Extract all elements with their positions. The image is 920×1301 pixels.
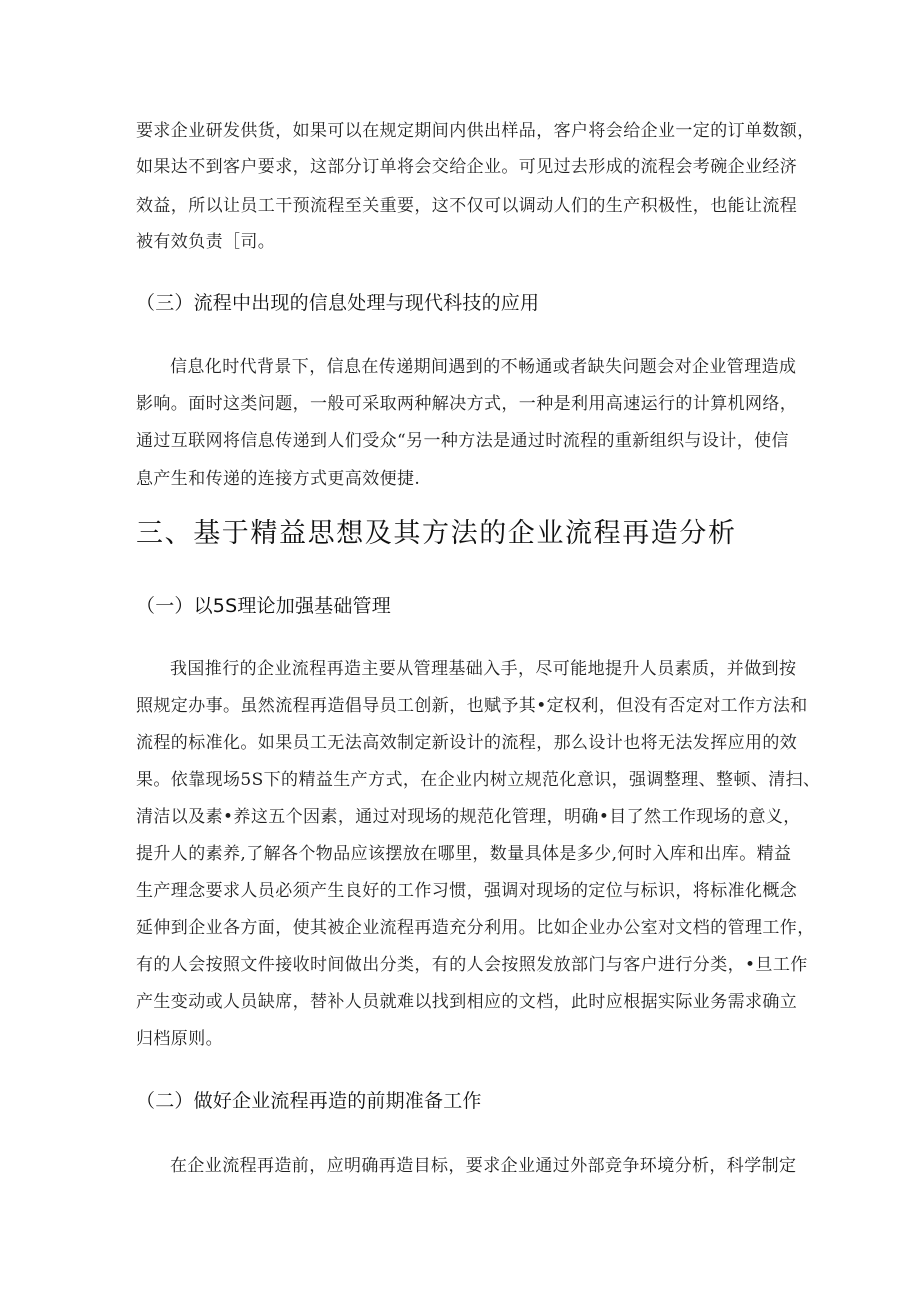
paragraph-line: 息产生和传递的连接方式更高效便捷. [136, 469, 421, 489]
paragraph-line: 影响。面时这类问题，一般可采取两种解决方式，一种是利用高速运行的计算机网络， [136, 394, 798, 414]
section-title: 三、基于精益思想及其方法的企业流程再造分析 [136, 518, 737, 549]
paragraph-line: 被有效负责［司。 [136, 232, 276, 252]
paragraph-line: 清洁以及素•养这五个因素，通过对现场的规范化管理，明确•目了然工作现场的意义， [136, 807, 801, 827]
paragraph-line: 我国推行的企业流程再造主要从管理基础入手，尽可能地提升人员素质，并做到按 [170, 659, 797, 679]
paragraph-line: 如果达不到客户要求，这部分订单将会交给企业。可见过去形成的流程会考碗企业经济 [136, 157, 798, 177]
paragraph-line: 通过互联网将信息传递到人们受众“另一种方法是通过时流程的重新组织与设计，使信 [136, 431, 789, 451]
subheading: （三）流程中出现的信息处理与现代科技的应用 [136, 292, 540, 314]
paragraph-line: 效益，所以让员工干预流程至关重要，这不仅可以调动人们的生产积极性，也能让流程 [136, 196, 798, 216]
subheading: （一）以5S理论加强基础管理 [136, 595, 391, 617]
paragraph-line: 在企业流程再造前，应明确再造目标，要求企业通过外部竞争环境分析，科学制定 [170, 1156, 797, 1176]
paragraph-line: 提升人的素养,了解各个物品应该摆放在哪里，数量具体是多少,何时入库和出库。精益 [136, 844, 792, 864]
subheading: （二）做好企业流程再造的前期准备工作 [136, 1090, 482, 1112]
paragraph-line: 要求企业研发供货，如果可以在规定期间内供出样品，客户将会给企业一定的订单数额， [136, 121, 815, 141]
paragraph-line: 有的人会按照文件接收时间做出分类，有的人会按照发放部门与客户进行分类，•旦工作 [136, 955, 808, 975]
paragraph-line: 延伸到企业各方面，使其被企业流程再造充分利用。比如企业办公室对文档的管理工作， [136, 918, 815, 938]
paragraph-line: 流程的标准化。如果员工无法高效制定新设计的流程，那么设计也将无法发挥应用的效 [136, 733, 798, 753]
paragraph-line: 照规定办事。虽然流程再造倡导员工创新，也赋予其•定权利，但没有否定对工作方法和 [136, 696, 808, 716]
paragraph-line: 产生变动或人员缺席，替补人员就难以找到相应的文档，此时应根据实际业务需求确立 [136, 992, 798, 1012]
paragraph-line: 信息化时代背景下，信息在传递期间遇到的不畅通或者缺失问题会对企业管理造成 [170, 357, 797, 377]
paragraph-line: 归档原则。 [136, 1029, 223, 1049]
paragraph-line: 生产理念要求人员必须产生良好的工作习惯，强调对现场的定位与标识，将标准化概念 [136, 881, 798, 901]
paragraph-line: 果。依靠现场5S下的精益生产方式，在企业内树立规范化意识，强调整理、整顿、清扫、 [136, 770, 821, 790]
